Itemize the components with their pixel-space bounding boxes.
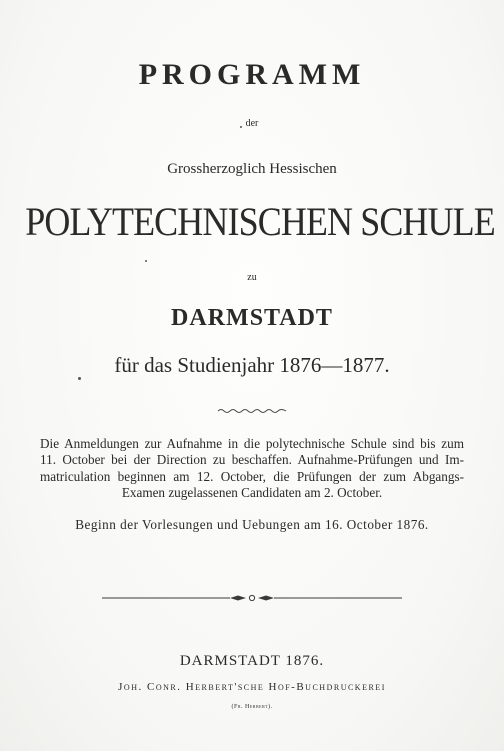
institution-adjective: Grossherzoglich Hessischen (167, 161, 337, 177)
institution-name: POLYTECHNISCHEN SCHULE (25, 199, 495, 244)
notice-line: matriculation beginnen am 12. October, die Prüfungen der zum Abgangs- (40, 468, 464, 484)
notice-line: Die Anmeldungen zur Aufnahme in die polytechnische Schule sind bis zum (40, 436, 464, 451)
ink-speck (145, 260, 147, 262)
ornament-squiggle (216, 406, 288, 416)
study-year: für das Studienjahr 1876—1877. (114, 353, 390, 377)
city-name: DARMSTADT (171, 305, 333, 331)
registration-notice (40, 436, 464, 502)
ink-speck (78, 377, 81, 380)
document-title: PROGRAMM (138, 58, 366, 91)
notice-line: 11. October bei der Direction zu beschaffen. Aufnahme-Prüfungen und Im- (40, 452, 464, 468)
imprint-place-year: DARMSTADT 1876. (179, 653, 325, 669)
word-der: der (245, 118, 259, 129)
printer-owner: (Fr. Herbert). (231, 704, 273, 710)
ink-speck (240, 126, 242, 128)
word-zu: zu (247, 272, 257, 283)
lectures-start: Beginn der Vorlesungen und Uebungen am 16. October 1876. (75, 517, 429, 532)
ornament-rule (102, 594, 402, 602)
notice-line: Examen zugelassenen Candidaten am 2. October. (121, 485, 383, 501)
printer-name: Joh. Conr. Herbert'sche Hof-Buchdruckerei (118, 681, 386, 693)
